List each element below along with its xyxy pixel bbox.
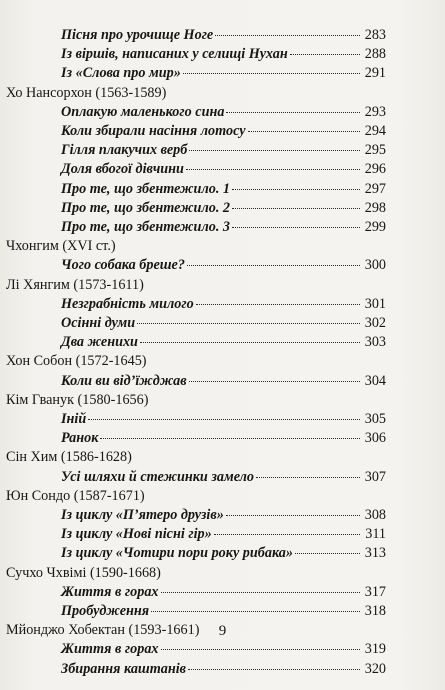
entry-page-number: 304 bbox=[364, 372, 386, 389]
entry-page-number: 308 bbox=[364, 507, 386, 523]
toc-author-heading bbox=[6, 391, 386, 410]
dot-leader bbox=[196, 294, 360, 305]
dot-leader bbox=[183, 63, 360, 74]
entry-page-number: 320 bbox=[364, 660, 386, 677]
toc-entry bbox=[61, 160, 386, 179]
toc-entry bbox=[61, 525, 386, 544]
toc-entry bbox=[61, 122, 386, 141]
author-name: Чхонгим (XVI ст.) bbox=[6, 238, 116, 255]
toc-author-heading bbox=[6, 237, 386, 256]
dot-leader bbox=[189, 371, 360, 382]
toc-entry bbox=[61, 103, 386, 122]
toc-entry bbox=[61, 295, 386, 314]
toc-entry bbox=[61, 660, 386, 679]
entry-title: Із циклу «П’ятеро друзів» bbox=[61, 507, 224, 523]
author-name: Лі Хянгим (1573-1611) bbox=[6, 276, 144, 293]
toc-entry bbox=[61, 180, 386, 199]
entry-title: Життя в горах bbox=[61, 583, 159, 600]
toc-entry bbox=[61, 468, 386, 487]
author-name: Мйонджо Хобектан (1593-1661) bbox=[6, 622, 200, 639]
entry-title: Про те, що збентежило. 1 bbox=[61, 180, 231, 197]
entry-title: Із циклу «Нові пісні гір» bbox=[61, 526, 212, 543]
entry-title: Пісня про урочище Ноге bbox=[61, 27, 214, 43]
dot-leader bbox=[232, 217, 360, 228]
entry-title: Оплакую маленького сина bbox=[61, 103, 225, 120]
entry-title: Про те, що збентежило. 3 bbox=[61, 219, 231, 235]
author-name: Кім Гванук (1580-1656) bbox=[6, 391, 149, 408]
toc-entry bbox=[61, 333, 386, 352]
entry-page-number: 313 bbox=[364, 545, 386, 562]
toc-entry bbox=[61, 544, 386, 563]
entry-title: Осінні думи bbox=[61, 315, 136, 331]
toc-entry bbox=[61, 314, 386, 333]
dot-leader bbox=[186, 159, 360, 170]
entry-page-number: 296 bbox=[364, 161, 386, 178]
entry-title: Незграбність милого bbox=[61, 295, 194, 312]
entry-page-number: 300 bbox=[364, 257, 386, 274]
author-name: Сін Хим (1586-1628) bbox=[6, 449, 132, 466]
toc-entry bbox=[61, 410, 386, 429]
entry-page-number: 298 bbox=[364, 199, 386, 216]
dot-leader bbox=[161, 582, 360, 593]
toc-entry bbox=[61, 506, 386, 525]
entry-title: Два женихи bbox=[61, 334, 138, 351]
entry-page-number: 318 bbox=[364, 603, 386, 619]
dot-leader bbox=[290, 44, 360, 55]
entry-page-number: 311 bbox=[365, 526, 386, 543]
entry-title: Чого собака бреше? bbox=[61, 257, 185, 274]
toc-entry bbox=[61, 640, 386, 659]
entry-page-number: 288 bbox=[364, 46, 386, 63]
dot-leader bbox=[295, 543, 360, 554]
entry-title: Коли ви від’їжджав bbox=[61, 372, 187, 389]
toc-author-heading bbox=[6, 487, 386, 506]
entry-title: Із циклу «Чотири пори року рибака» bbox=[61, 545, 293, 562]
toc-entry bbox=[61, 583, 386, 602]
entry-page-number: 283 bbox=[364, 27, 386, 43]
toc-author-heading bbox=[6, 352, 386, 371]
dot-leader bbox=[88, 409, 360, 420]
dot-leader bbox=[215, 25, 360, 36]
entry-title: Іній bbox=[61, 411, 87, 427]
dot-leader bbox=[256, 467, 360, 478]
toc-entry bbox=[61, 218, 386, 237]
entry-page-number: 297 bbox=[364, 180, 386, 197]
page-number: 9 bbox=[218, 623, 227, 639]
dot-leader bbox=[151, 601, 360, 612]
entry-page-number: 317 bbox=[364, 583, 386, 600]
entry-page-number: 299 bbox=[364, 219, 386, 235]
toc-author-heading bbox=[6, 84, 386, 103]
dot-leader bbox=[226, 102, 360, 113]
entry-title: Збирання каштанів bbox=[61, 660, 187, 677]
toc-author-heading bbox=[6, 276, 386, 295]
toc-entry bbox=[61, 256, 386, 275]
dot-leader bbox=[232, 179, 360, 190]
dot-leader bbox=[161, 639, 360, 650]
toc-entry bbox=[61, 141, 386, 160]
toc-entry bbox=[61, 26, 386, 45]
entry-page-number: 307 bbox=[364, 468, 386, 485]
toc-entry bbox=[61, 45, 386, 64]
entry-title: Із віршів, написаних у селищі Нухан bbox=[61, 46, 288, 63]
entry-title: Життя в горах bbox=[61, 641, 159, 658]
dot-leader bbox=[100, 428, 360, 439]
entry-page-number: 301 bbox=[364, 295, 386, 312]
dot-leader bbox=[232, 198, 360, 209]
entry-page-number: 319 bbox=[364, 641, 386, 658]
dot-leader bbox=[137, 313, 360, 324]
toc-entry bbox=[61, 372, 386, 391]
toc-entry bbox=[61, 429, 386, 448]
dot-leader bbox=[189, 140, 360, 151]
entry-title: Про те, що збентежило. 2 bbox=[61, 199, 231, 216]
entry-page-number: 293 bbox=[364, 103, 386, 120]
dot-leader bbox=[214, 524, 360, 535]
author-name: Хо Нансорхон (1563-1589) bbox=[6, 84, 167, 101]
toc-author-heading bbox=[6, 564, 386, 583]
entry-page-number: 305 bbox=[364, 411, 386, 427]
entry-title: Усі шляхи й стежинки замело bbox=[61, 468, 255, 485]
dot-leader bbox=[187, 255, 360, 266]
entry-page-number: 294 bbox=[364, 123, 386, 139]
entry-page-number: 303 bbox=[364, 334, 386, 351]
entry-title: Коли збирали насіння лотосу bbox=[61, 123, 246, 139]
entry-title: Ранок bbox=[61, 430, 99, 447]
dot-leader bbox=[226, 505, 360, 516]
entry-title: Із «Слова про мир» bbox=[61, 65, 181, 82]
entry-page-number: 295 bbox=[364, 142, 386, 159]
author-name: Хон Собон (1572-1645) bbox=[6, 353, 147, 370]
entry-page-number: 306 bbox=[364, 430, 386, 447]
entry-title: Доля вбогої дівчини bbox=[61, 161, 184, 178]
author-name: Юн Сондо (1587-1671) bbox=[6, 487, 145, 504]
toc-entry bbox=[61, 199, 386, 218]
author-name: Сучхо Чхвімі (1590-1668) bbox=[6, 564, 161, 581]
toc-entry bbox=[61, 64, 386, 83]
dot-leader bbox=[188, 659, 360, 670]
entry-page-number: 291 bbox=[364, 65, 386, 82]
toc-author-heading bbox=[6, 448, 386, 467]
dot-leader bbox=[248, 121, 360, 132]
toc-entry bbox=[61, 602, 386, 621]
entry-title: Пробудження bbox=[61, 603, 150, 619]
entry-page-number: 302 bbox=[364, 315, 386, 331]
dot-leader bbox=[140, 332, 360, 343]
entry-title: Гілля плакучих верб bbox=[61, 142, 188, 159]
